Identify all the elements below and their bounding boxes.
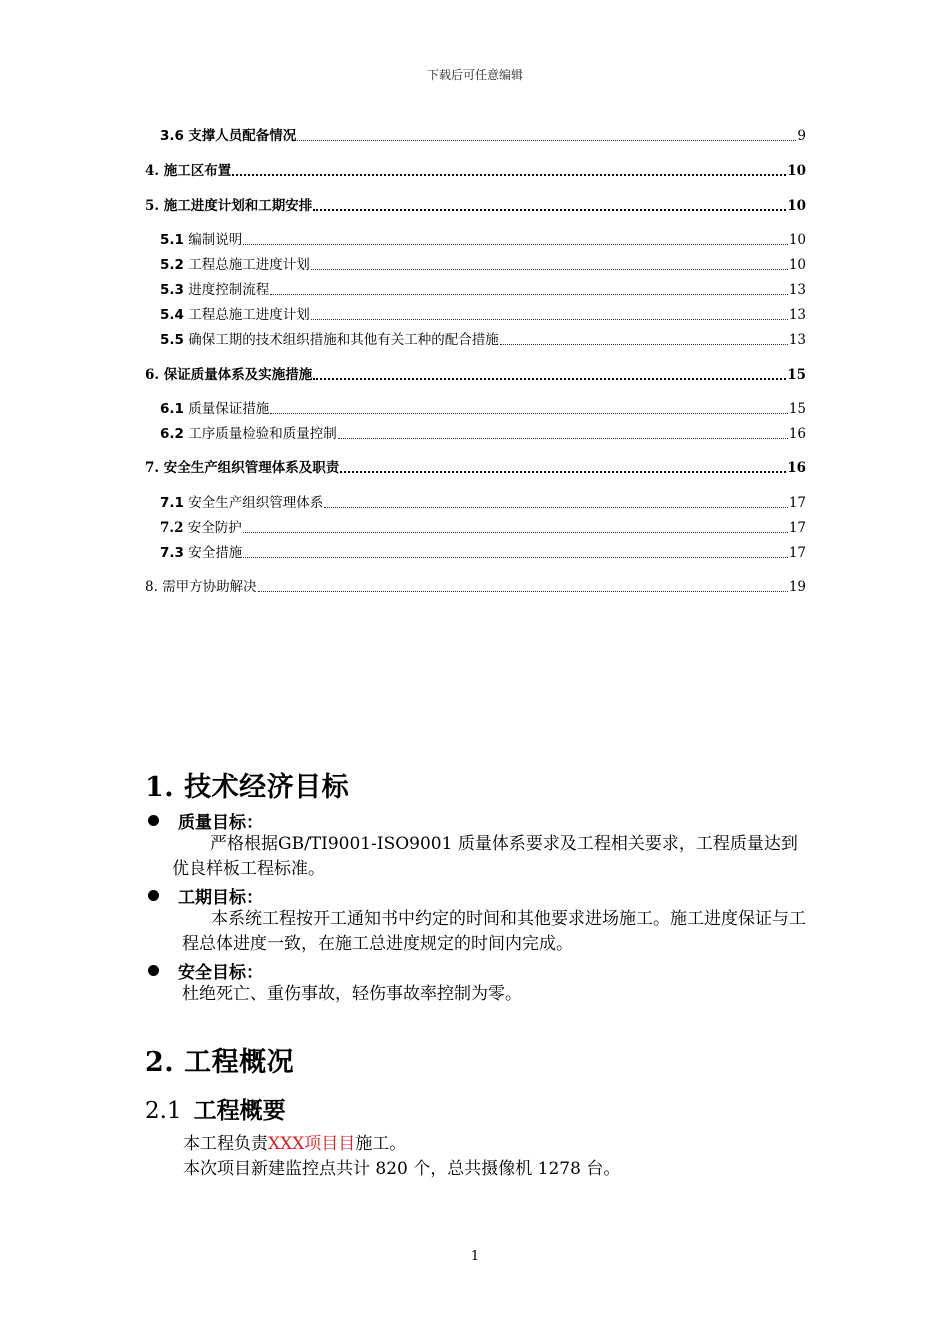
toc-page: 19 — [788, 579, 806, 595]
toc-entry[interactable] — [145, 196, 806, 216]
toc-text: 施工区布置 — [163, 163, 232, 179]
highlight-text: XXX项目目 — [268, 1134, 356, 1154]
goal-item-schedule — [145, 883, 815, 957]
toc-leader — [232, 173, 786, 176]
toc-entry[interactable] — [145, 305, 806, 325]
toc-leader — [311, 318, 788, 320]
toc-page: 13 — [788, 307, 806, 323]
toc-leader — [340, 470, 786, 473]
toc-page: 16 — [787, 460, 806, 476]
bullet-icon — [148, 890, 159, 901]
toc-text: 工程总施工进度计划 — [188, 307, 310, 323]
bullet-icon — [148, 965, 159, 976]
toc-num: 5.3 — [160, 282, 184, 298]
toc-num: 4. — [145, 163, 160, 179]
toc-num: 6.1 — [160, 401, 184, 417]
para-text: 施工。 — [355, 1134, 407, 1154]
toc-entry[interactable] — [145, 424, 806, 444]
toc-leader — [243, 243, 788, 245]
toc-entry[interactable] — [145, 126, 806, 146]
toc-entry[interactable] — [145, 230, 806, 250]
goal-body: 杜绝死亡、重伤事故，轻伤事故率控制为零。 — [182, 984, 522, 1004]
toc-leader — [313, 377, 786, 380]
toc-text: 进度控制流程 — [188, 282, 270, 298]
toc-entry[interactable] — [145, 493, 806, 513]
toc-leader — [500, 343, 788, 345]
toc-num: 5.2 — [160, 257, 184, 273]
goal-heading: 工期目标： — [178, 887, 263, 908]
toc-text: 确保工期的技术组织措施和其他有关工种的配合措施 — [188, 332, 499, 348]
paragraph — [183, 1132, 406, 1157]
paragraph: 本次项目新建监控点共计 820 个，总共摄像机 1278 台。 — [183, 1159, 621, 1179]
toc-num: 7.3 — [160, 545, 184, 561]
toc-page: 9 — [797, 128, 806, 144]
toc-page: 17 — [788, 520, 806, 536]
toc-text: 工程总施工进度计划 — [188, 257, 310, 273]
goal-item-quality — [145, 808, 815, 882]
toc-text: 安全生产组织管理体系 — [188, 495, 324, 511]
toc-text: 支撑人员配备情况 — [188, 128, 297, 144]
toc-text: 质量保证措施 — [188, 401, 270, 417]
bullet-icon — [148, 815, 159, 826]
subsection-heading — [145, 1092, 286, 1125]
toc-num: 8. — [145, 579, 158, 595]
toc-entry[interactable] — [145, 280, 806, 300]
toc-text: 安全生产组织管理体系及职责 — [163, 460, 340, 476]
toc-page: 13 — [788, 282, 806, 298]
toc-leader — [243, 531, 788, 533]
toc-num: 7.1 — [160, 495, 184, 511]
goal-item-safety — [145, 958, 815, 1007]
toc-entry[interactable] — [145, 518, 806, 538]
toc-page: 15 — [787, 367, 806, 383]
toc-text: 需甲方协助解决 — [162, 579, 257, 595]
page-number: 1 — [470, 1249, 480, 1264]
toc-page: 10 — [787, 198, 806, 214]
toc-num: 5. — [145, 198, 160, 214]
toc-entry[interactable] — [145, 543, 806, 563]
toc-text: 安全措施 — [188, 545, 243, 561]
toc-page: 15 — [788, 401, 806, 417]
toc-num: 7. — [145, 460, 160, 476]
toc-text: 施工进度计划和工期安排 — [163, 198, 313, 214]
toc-page: 16 — [788, 426, 806, 442]
goal-heading: 质量目标： — [178, 812, 263, 833]
toc-page: 10 — [788, 257, 806, 273]
toc-leader — [311, 268, 788, 270]
toc-page: 10 — [787, 163, 806, 179]
toc-entry[interactable] — [145, 365, 806, 385]
toc-leader — [313, 208, 786, 211]
toc-text: 保证质量体系及实施措施 — [163, 367, 313, 383]
toc-num: 3.6 — [160, 128, 184, 144]
toc-page: 17 — [788, 545, 806, 561]
toc-page: 10 — [788, 232, 806, 248]
toc-entry[interactable] — [145, 330, 806, 350]
toc-entry[interactable] — [145, 399, 806, 419]
toc-num: 6.2 — [160, 426, 184, 442]
goal-body: 本系统工程按开工通知书中约定的时间和其他要求进场施工。施工进度保证与工程总体进度一致，在施工总进度规定的时间内完成。 — [182, 909, 806, 954]
section-heading: 1. 技术经济目标 — [145, 772, 350, 803]
toc-page: 17 — [788, 495, 806, 511]
toc-leader — [270, 412, 788, 414]
toc-leader — [297, 139, 796, 141]
toc-leader — [270, 293, 788, 295]
para-text: 本工程负责 — [183, 1134, 268, 1154]
toc-text: 安全防护 — [187, 520, 242, 536]
toc-entry[interactable] — [145, 255, 806, 275]
toc-num: 6. — [145, 367, 160, 383]
subsection-title: 工程概要 — [193, 1098, 286, 1124]
section-heading: 2. 工程概况 — [145, 1047, 295, 1078]
toc-num: 5.5 — [160, 332, 184, 348]
toc-leader — [338, 437, 788, 439]
toc-leader — [243, 556, 788, 558]
goal-body: 严格根据GB/TI9001-ISO9001 质量体系要求及工程相关要求，工程质量达到优良样板工程标准。 — [172, 834, 798, 879]
toc-leader — [324, 506, 788, 508]
toc-leader — [258, 590, 788, 592]
toc-text: 编制说明 — [188, 232, 243, 248]
toc-page: 13 — [788, 332, 806, 348]
toc-text: 工序质量检验和质量控制 — [188, 426, 337, 442]
subsection-num: 2.1 — [145, 1098, 182, 1124]
toc-num: 7.2 — [160, 520, 184, 536]
toc-num: 5.1 — [160, 232, 184, 248]
toc-num: 5.4 — [160, 307, 184, 323]
toc-entry[interactable] — [145, 577, 806, 597]
goal-heading: 安全目标： — [178, 962, 263, 983]
toc-entry[interactable] — [145, 458, 806, 478]
header-note: 下载后可任意编辑 — [426, 68, 523, 82]
toc-entry[interactable] — [145, 161, 806, 181]
